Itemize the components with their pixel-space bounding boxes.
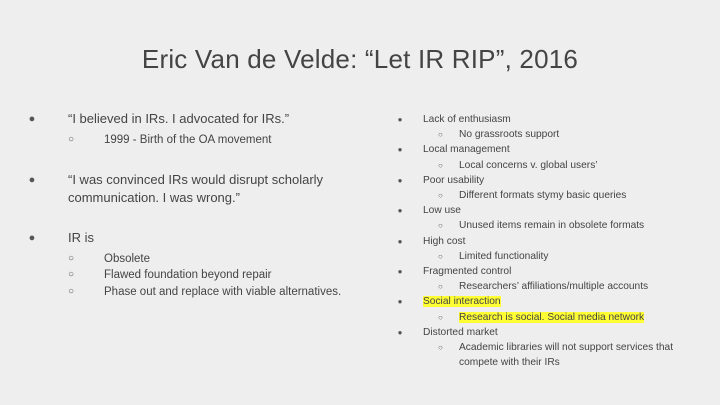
sub-bullet-icon: ○	[68, 269, 75, 280]
left-bullet-item	[26, 171, 346, 207]
left-sub-text: 1999 - Birth of the OA movement	[104, 134, 272, 146]
right-sub-item	[396, 188, 696, 203]
bullet-icon: ●	[28, 113, 36, 125]
right-bullet-item	[396, 325, 696, 340]
bullet-icon: ●	[397, 236, 403, 246]
bullet-icon: ●	[397, 145, 403, 155]
right-sub-text: Different formats stymy basic queries	[459, 190, 627, 202]
left-sub-item	[68, 267, 346, 284]
right-sub-text: Local concerns v. global users’	[459, 159, 598, 171]
sub-bullet-icon: ○	[438, 130, 443, 140]
right-item-text: Local management	[423, 144, 510, 156]
left-column	[26, 110, 346, 300]
bullet-icon: ●	[397, 267, 403, 277]
right-sub-item	[396, 127, 696, 142]
right-item-text: Low use	[423, 205, 461, 217]
bullet-icon: ●	[397, 175, 403, 185]
left-sub-text: Phase out and replace with viable alternatives.	[104, 285, 342, 298]
highlighted-sub-text: Research is social. Social media network	[459, 311, 645, 323]
left-sub-text: Flawed foundation beyond repair	[104, 269, 272, 281]
left-bullet-item	[26, 110, 346, 128]
left-item-text: IR is	[68, 229, 94, 245]
right-bullet-item	[396, 203, 696, 218]
left-sub-item	[68, 132, 346, 149]
right-sub-item	[396, 249, 696, 264]
left-sublist	[68, 251, 346, 301]
highlighted-item-text: Social interaction	[423, 296, 501, 308]
right-sub-item	[396, 158, 696, 173]
bullet-icon: ●	[397, 297, 403, 307]
left-sublist	[68, 132, 346, 149]
bullet-icon: ●	[397, 327, 403, 337]
sub-bullet-icon: ○	[438, 191, 443, 201]
right-item-text: Distorted market	[423, 326, 498, 338]
sub-bullet-icon: ○	[68, 285, 75, 297]
left-item-text: “I believed in IRs. I advocated for IRs.”	[68, 111, 290, 126]
bullet-icon: ●	[397, 115, 403, 124]
bullet-icon: ●	[28, 173, 36, 186]
right-bullet-item	[396, 234, 696, 249]
right-sub-item	[396, 279, 696, 294]
right-sub-text: Unused items remain in obsolete formats	[459, 220, 645, 232]
bullet-icon: ●	[28, 231, 36, 244]
right-item-text: Poor usability	[423, 174, 485, 186]
right-sub-text: No grassroots support	[459, 129, 560, 141]
left-sub-text: Obsolete	[104, 252, 151, 265]
sub-bullet-icon: ○	[438, 160, 443, 170]
right-bullet-item	[396, 264, 696, 279]
left-item-text: “I was convinced IRs would disrupt scholarly communication. I was wrong.”	[68, 171, 324, 205]
right-bullet-item	[396, 112, 696, 127]
right-sub-item	[396, 310, 696, 325]
right-bullet-item	[396, 173, 696, 188]
right-sub-text: Researchers’ affiliations/multiple accounts	[459, 281, 649, 293]
sub-bullet-icon: ○	[438, 282, 443, 292]
sub-bullet-icon: ○	[438, 221, 443, 231]
sub-bullet-icon: ○	[438, 251, 443, 261]
right-bullet-item	[396, 294, 696, 309]
left-sub-item	[68, 284, 346, 301]
sub-bullet-icon: ○	[438, 312, 443, 322]
right-sub-text: Academic libraries will not support services that compete with their IRs	[459, 342, 674, 369]
right-sub-text: Limited functionality	[459, 250, 549, 262]
sub-bullet-icon: ○	[68, 252, 75, 264]
right-column	[396, 112, 696, 370]
sub-bullet-icon: ○	[438, 343, 443, 353]
right-item-text: Lack of enthusiasm	[423, 114, 511, 125]
right-sub-item	[396, 340, 696, 370]
right-item-text: Fragmented control	[423, 266, 512, 278]
left-bullet-item	[26, 229, 346, 247]
right-item-text: High cost	[423, 235, 466, 247]
sub-bullet-icon: ○	[68, 134, 75, 145]
bullet-icon: ●	[397, 206, 403, 216]
right-bullet-item	[396, 142, 696, 157]
left-sub-item	[68, 251, 346, 268]
slide-title: Eric Van de Velde: “Let IR RIP”, 2016	[141, 44, 579, 74]
right-sub-item	[396, 218, 696, 233]
